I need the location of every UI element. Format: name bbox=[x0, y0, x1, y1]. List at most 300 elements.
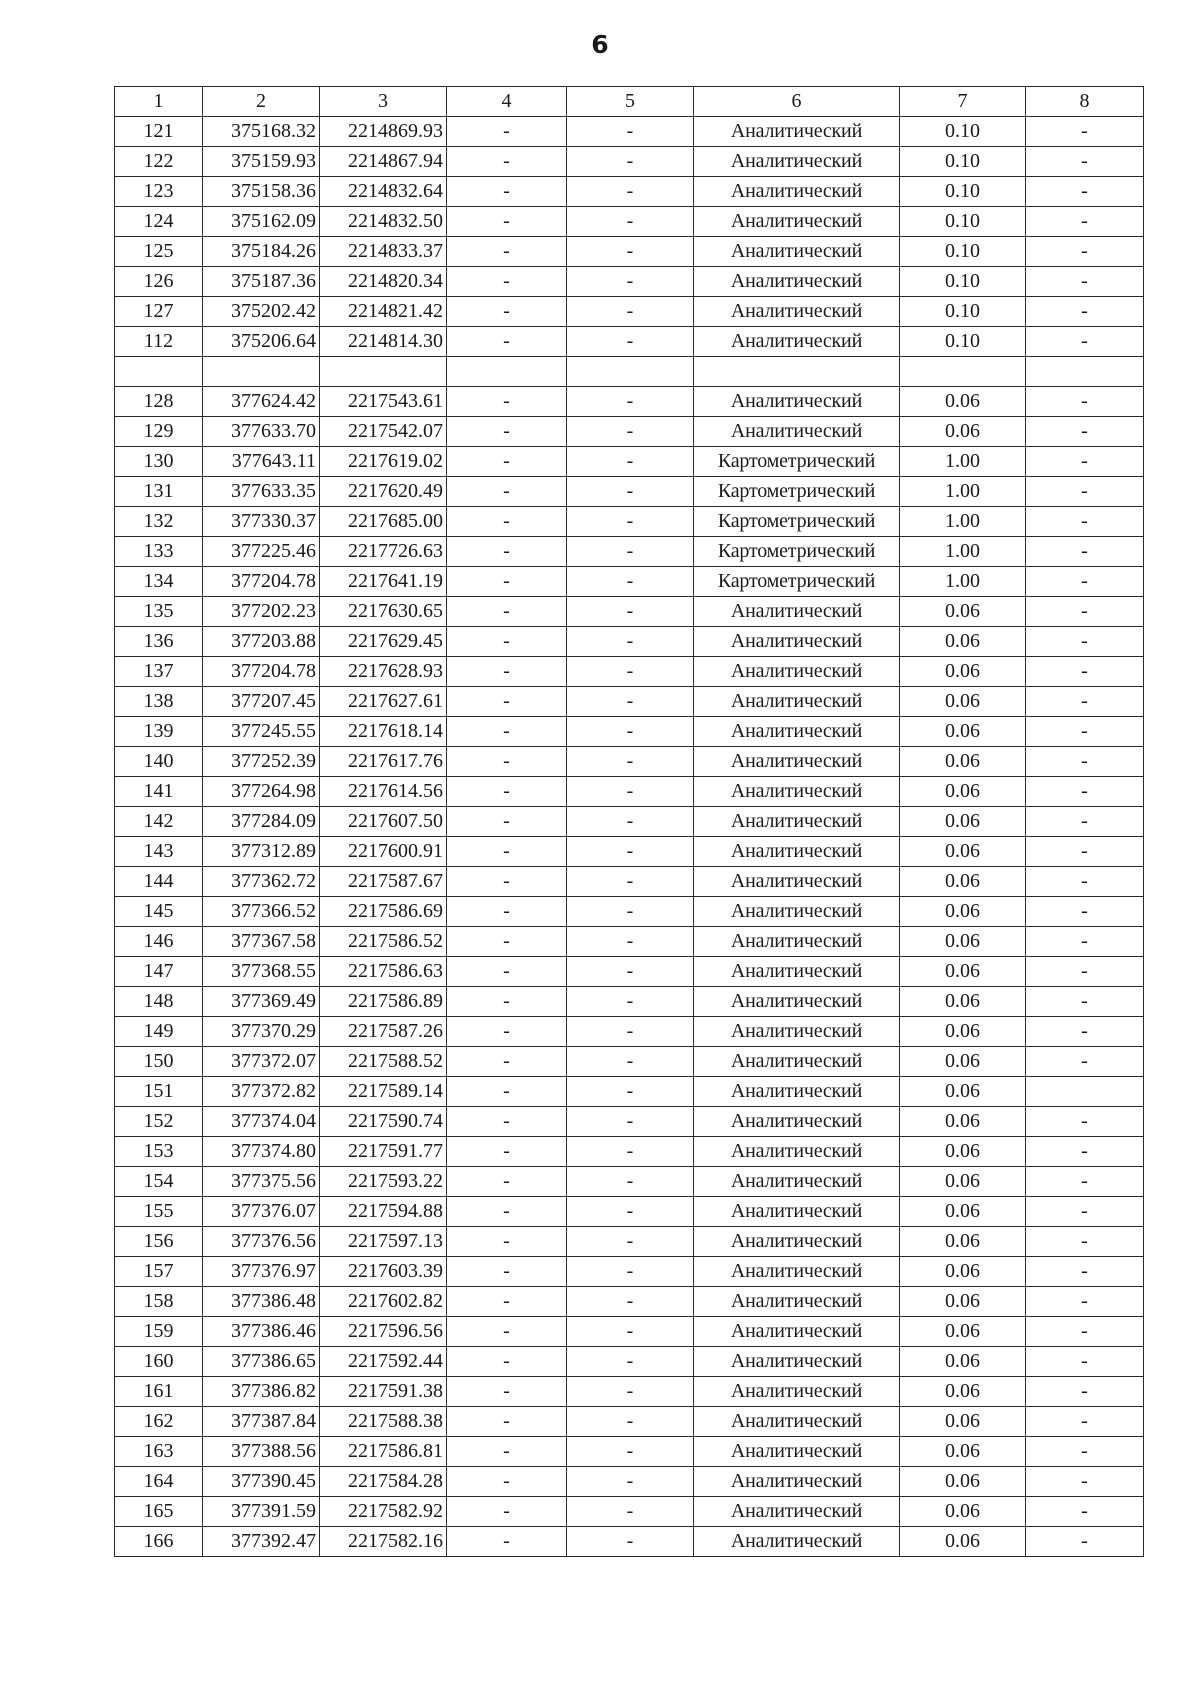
column-5-cell: - bbox=[567, 717, 694, 747]
y-coordinate-cell: 2214814.30 bbox=[320, 327, 447, 357]
table-row bbox=[115, 1017, 1144, 1047]
accuracy-cell: 0.06 bbox=[900, 1287, 1026, 1317]
column-5-cell: - bbox=[567, 1227, 694, 1257]
point-number-cell: 161 bbox=[115, 1377, 203, 1407]
column-8-cell: - bbox=[1026, 267, 1144, 297]
x-coordinate-cell: 377372.07 bbox=[203, 1047, 320, 1077]
column-8-cell: - bbox=[1026, 1317, 1144, 1347]
column-5-cell: - bbox=[567, 897, 694, 927]
y-coordinate-cell: 2217591.38 bbox=[320, 1377, 447, 1407]
point-number-cell: 149 bbox=[115, 1017, 203, 1047]
y-coordinate-cell: 2217586.81 bbox=[320, 1437, 447, 1467]
column-5-cell: - bbox=[567, 627, 694, 657]
column-header-7: 7 bbox=[900, 87, 1026, 117]
column-5-cell: - bbox=[567, 687, 694, 717]
column-8-cell: - bbox=[1026, 297, 1144, 327]
y-coordinate-cell: 2217587.26 bbox=[320, 1017, 447, 1047]
y-coordinate-cell: 2214867.94 bbox=[320, 147, 447, 177]
table-row bbox=[115, 837, 1144, 867]
column-4-cell: - bbox=[447, 1257, 567, 1287]
method-cell: Аналитический bbox=[694, 1407, 900, 1437]
y-coordinate-cell: 2217589.14 bbox=[320, 1077, 447, 1107]
y-coordinate-cell: 2217618.14 bbox=[320, 717, 447, 747]
x-coordinate-cell: 377202.23 bbox=[203, 597, 320, 627]
accuracy-cell: 0.10 bbox=[900, 237, 1026, 267]
column-4-cell: - bbox=[447, 1347, 567, 1377]
column-4-cell: - bbox=[447, 957, 567, 987]
point-number-cell: 141 bbox=[115, 777, 203, 807]
method-cell: Аналитический bbox=[694, 957, 900, 987]
column-4-cell: - bbox=[447, 927, 567, 957]
y-coordinate-cell: 2217543.61 bbox=[320, 387, 447, 417]
y-coordinate-cell: 2217620.49 bbox=[320, 477, 447, 507]
column-5-cell: - bbox=[567, 1077, 694, 1107]
table-row bbox=[115, 237, 1144, 267]
x-coordinate-cell: 377225.46 bbox=[203, 537, 320, 567]
method-cell: Аналитический bbox=[694, 1197, 900, 1227]
column-8-cell: - bbox=[1026, 1527, 1144, 1557]
column-4-cell: - bbox=[447, 747, 567, 777]
column-8-cell: - bbox=[1026, 147, 1144, 177]
column-4-cell: - bbox=[447, 297, 567, 327]
column-4-cell: - bbox=[447, 1527, 567, 1557]
point-number-cell: 121 bbox=[115, 117, 203, 147]
table-row bbox=[115, 1077, 1144, 1107]
accuracy-cell: 0.06 bbox=[900, 987, 1026, 1017]
x-coordinate-cell: 377376.97 bbox=[203, 1257, 320, 1287]
accuracy-cell: 1.00 bbox=[900, 537, 1026, 567]
table-row bbox=[115, 867, 1144, 897]
column-4-cell: - bbox=[447, 207, 567, 237]
accuracy-cell: 0.06 bbox=[900, 1497, 1026, 1527]
column-5-cell: - bbox=[567, 837, 694, 867]
table-row bbox=[115, 1497, 1144, 1527]
point-number-cell bbox=[115, 357, 203, 387]
point-number-cell: 165 bbox=[115, 1497, 203, 1527]
column-5-cell: - bbox=[567, 567, 694, 597]
table-row bbox=[115, 807, 1144, 837]
column-4-cell: - bbox=[447, 387, 567, 417]
column-4-cell: - bbox=[447, 1227, 567, 1257]
y-coordinate-cell: 2217586.89 bbox=[320, 987, 447, 1017]
column-5-cell: - bbox=[567, 1047, 694, 1077]
x-coordinate-cell: 377391.59 bbox=[203, 1497, 320, 1527]
column-8-cell: - bbox=[1026, 807, 1144, 837]
x-coordinate-cell: 377252.39 bbox=[203, 747, 320, 777]
x-coordinate-cell: 375159.93 bbox=[203, 147, 320, 177]
column-8-cell: - bbox=[1026, 1347, 1144, 1377]
method-cell: Аналитический bbox=[694, 237, 900, 267]
column-5-cell: - bbox=[567, 1407, 694, 1437]
point-number-cell: 147 bbox=[115, 957, 203, 987]
column-5-cell: - bbox=[567, 657, 694, 687]
accuracy-cell: 0.06 bbox=[900, 837, 1026, 867]
accuracy-cell: 0.06 bbox=[900, 1377, 1026, 1407]
table-row bbox=[115, 207, 1144, 237]
point-number-cell: 133 bbox=[115, 537, 203, 567]
accuracy-cell: 0.06 bbox=[900, 1227, 1026, 1257]
x-coordinate-cell: 377204.78 bbox=[203, 657, 320, 687]
table-row bbox=[115, 1467, 1144, 1497]
accuracy-cell: 0.06 bbox=[900, 1107, 1026, 1137]
method-cell: Аналитический bbox=[694, 117, 900, 147]
x-coordinate-cell: 377392.47 bbox=[203, 1527, 320, 1557]
column-4-cell: - bbox=[447, 1167, 567, 1197]
header-row bbox=[115, 87, 1144, 117]
x-coordinate-cell: 377368.55 bbox=[203, 957, 320, 987]
column-4-cell: - bbox=[447, 1077, 567, 1107]
x-coordinate-cell: 377375.56 bbox=[203, 1167, 320, 1197]
table-row bbox=[115, 1227, 1144, 1257]
method-cell: Аналитический bbox=[694, 147, 900, 177]
x-coordinate-cell: 377372.82 bbox=[203, 1077, 320, 1107]
column-8-cell: - bbox=[1026, 627, 1144, 657]
point-number-cell: 131 bbox=[115, 477, 203, 507]
accuracy-cell: 0.06 bbox=[900, 1317, 1026, 1347]
accuracy-cell: 0.06 bbox=[900, 717, 1026, 747]
column-8-cell: - bbox=[1026, 1047, 1144, 1077]
y-coordinate-cell: 2217630.65 bbox=[320, 597, 447, 627]
y-coordinate-cell: 2214869.93 bbox=[320, 117, 447, 147]
x-coordinate-cell: 377386.82 bbox=[203, 1377, 320, 1407]
column-8-cell: - bbox=[1026, 1137, 1144, 1167]
y-coordinate-cell: 2217590.74 bbox=[320, 1107, 447, 1137]
method-cell: Аналитический bbox=[694, 1077, 900, 1107]
y-coordinate-cell: 2217726.63 bbox=[320, 537, 447, 567]
y-coordinate-cell: 2214821.42 bbox=[320, 297, 447, 327]
accuracy-cell: 0.06 bbox=[900, 957, 1026, 987]
column-8-cell: - bbox=[1026, 1497, 1144, 1527]
point-number-cell: 122 bbox=[115, 147, 203, 177]
point-number-cell: 162 bbox=[115, 1407, 203, 1437]
method-cell: Аналитический bbox=[694, 837, 900, 867]
accuracy-cell: 0.06 bbox=[900, 1257, 1026, 1287]
table-row bbox=[115, 897, 1144, 927]
column-8-cell: - bbox=[1026, 177, 1144, 207]
point-number-cell: 136 bbox=[115, 627, 203, 657]
column-4-cell: - bbox=[447, 1317, 567, 1347]
column-8-cell: - bbox=[1026, 1197, 1144, 1227]
x-coordinate-cell: 377390.45 bbox=[203, 1467, 320, 1497]
accuracy-cell: 0.06 bbox=[900, 807, 1026, 837]
column-5-cell: - bbox=[567, 807, 694, 837]
method-cell: Аналитический bbox=[694, 327, 900, 357]
column-4-cell: - bbox=[447, 1137, 567, 1167]
x-coordinate-cell: 377386.48 bbox=[203, 1287, 320, 1317]
method-cell: Аналитический bbox=[694, 777, 900, 807]
table-row bbox=[115, 117, 1144, 147]
y-coordinate-cell: 2217586.52 bbox=[320, 927, 447, 957]
column-4-cell: - bbox=[447, 987, 567, 1017]
point-number-cell: 132 bbox=[115, 507, 203, 537]
method-cell: Аналитический bbox=[694, 1047, 900, 1077]
table-row bbox=[115, 1107, 1144, 1137]
x-coordinate-cell: 377207.45 bbox=[203, 687, 320, 717]
column-4-cell: - bbox=[447, 117, 567, 147]
column-8-cell bbox=[1026, 1077, 1144, 1107]
column-5-cell: - bbox=[567, 387, 694, 417]
table-row bbox=[115, 747, 1144, 777]
table-row bbox=[115, 777, 1144, 807]
point-number-cell: 135 bbox=[115, 597, 203, 627]
y-coordinate-cell: 2217685.00 bbox=[320, 507, 447, 537]
y-coordinate-cell: 2217627.61 bbox=[320, 687, 447, 717]
y-coordinate-cell: 2217628.93 bbox=[320, 657, 447, 687]
column-8-cell: - bbox=[1026, 1287, 1144, 1317]
accuracy-cell: 0.06 bbox=[900, 777, 1026, 807]
x-coordinate-cell: 377633.35 bbox=[203, 477, 320, 507]
table-row bbox=[115, 657, 1144, 687]
y-coordinate-cell: 2217641.19 bbox=[320, 567, 447, 597]
point-number-cell: 123 bbox=[115, 177, 203, 207]
point-number-cell: 127 bbox=[115, 297, 203, 327]
column-8-cell: - bbox=[1026, 1437, 1144, 1467]
accuracy-cell: 0.06 bbox=[900, 867, 1026, 897]
column-4-cell: - bbox=[447, 537, 567, 567]
y-coordinate-cell: 2217582.16 bbox=[320, 1527, 447, 1557]
column-4-cell: - bbox=[447, 627, 567, 657]
accuracy-cell: 0.10 bbox=[900, 297, 1026, 327]
column-4-cell: - bbox=[447, 567, 567, 597]
x-coordinate-cell: 377386.65 bbox=[203, 1347, 320, 1377]
column-8-cell: - bbox=[1026, 447, 1144, 477]
method-cell: Аналитический bbox=[694, 627, 900, 657]
accuracy-cell: 0.06 bbox=[900, 1167, 1026, 1197]
point-number-cell: 137 bbox=[115, 657, 203, 687]
x-coordinate-cell: 377264.98 bbox=[203, 777, 320, 807]
table-row bbox=[115, 597, 1144, 627]
column-5-cell: - bbox=[567, 537, 694, 567]
table-row bbox=[115, 987, 1144, 1017]
y-coordinate-cell: 2217607.50 bbox=[320, 807, 447, 837]
column-5-cell: - bbox=[567, 1467, 694, 1497]
column-4-cell: - bbox=[447, 147, 567, 177]
point-number-cell: 129 bbox=[115, 417, 203, 447]
column-8-cell: - bbox=[1026, 1377, 1144, 1407]
column-4-cell: - bbox=[447, 657, 567, 687]
point-number-cell: 130 bbox=[115, 447, 203, 477]
point-number-cell: 139 bbox=[115, 717, 203, 747]
column-5-cell: - bbox=[567, 747, 694, 777]
column-5-cell: - bbox=[567, 1167, 694, 1197]
accuracy-cell: 0.10 bbox=[900, 267, 1026, 297]
column-8-cell: - bbox=[1026, 417, 1144, 447]
point-number-cell: 151 bbox=[115, 1077, 203, 1107]
x-coordinate-cell: 375202.42 bbox=[203, 297, 320, 327]
table-row bbox=[115, 447, 1144, 477]
column-8-cell: - bbox=[1026, 987, 1144, 1017]
point-number-cell: 125 bbox=[115, 237, 203, 267]
column-8-cell: - bbox=[1026, 387, 1144, 417]
x-coordinate-cell bbox=[203, 357, 320, 387]
accuracy-cell: 0.06 bbox=[900, 687, 1026, 717]
y-coordinate-cell: 2217588.52 bbox=[320, 1047, 447, 1077]
point-number-cell: 157 bbox=[115, 1257, 203, 1287]
column-header-8: 8 bbox=[1026, 87, 1144, 117]
method-cell: Аналитический bbox=[694, 717, 900, 747]
x-coordinate-cell: 377284.09 bbox=[203, 807, 320, 837]
column-4-cell bbox=[447, 357, 567, 387]
column-8-cell: - bbox=[1026, 957, 1144, 987]
table-row bbox=[115, 267, 1144, 297]
column-5-cell bbox=[567, 357, 694, 387]
accuracy-cell: 0.06 bbox=[900, 1077, 1026, 1107]
y-coordinate-cell: 2217619.02 bbox=[320, 447, 447, 477]
y-coordinate-cell: 2217614.56 bbox=[320, 777, 447, 807]
column-4-cell: - bbox=[447, 867, 567, 897]
x-coordinate-cell: 375162.09 bbox=[203, 207, 320, 237]
point-number-cell: 124 bbox=[115, 207, 203, 237]
x-coordinate-cell: 377376.56 bbox=[203, 1227, 320, 1257]
column-8-cell: - bbox=[1026, 507, 1144, 537]
method-cell: Аналитический bbox=[694, 1137, 900, 1167]
point-number-cell: 160 bbox=[115, 1347, 203, 1377]
accuracy-cell: 1.00 bbox=[900, 447, 1026, 477]
x-coordinate-cell: 377376.07 bbox=[203, 1197, 320, 1227]
table-row bbox=[115, 717, 1144, 747]
column-4-cell: - bbox=[447, 687, 567, 717]
table-row bbox=[115, 927, 1144, 957]
table-row bbox=[115, 1407, 1144, 1437]
method-cell: Аналитический bbox=[694, 687, 900, 717]
accuracy-cell: 0.06 bbox=[900, 597, 1026, 627]
accuracy-cell: 1.00 bbox=[900, 477, 1026, 507]
column-8-cell: - bbox=[1026, 597, 1144, 627]
column-5-cell: - bbox=[567, 1377, 694, 1407]
method-cell: Аналитический bbox=[694, 177, 900, 207]
column-8-cell: - bbox=[1026, 1017, 1144, 1047]
accuracy-cell: 0.10 bbox=[900, 177, 1026, 207]
method-cell: Картометрический bbox=[694, 447, 900, 477]
accuracy-cell: 0.10 bbox=[900, 147, 1026, 177]
column-8-cell: - bbox=[1026, 537, 1144, 567]
accuracy-cell: 0.06 bbox=[900, 747, 1026, 777]
x-coordinate-cell: 377643.11 bbox=[203, 447, 320, 477]
y-coordinate-cell: 2214833.37 bbox=[320, 237, 447, 267]
x-coordinate-cell: 375187.36 bbox=[203, 267, 320, 297]
column-8-cell: - bbox=[1026, 237, 1144, 267]
column-header-2: 2 bbox=[203, 87, 320, 117]
table-row bbox=[115, 1437, 1144, 1467]
column-4-cell: - bbox=[447, 477, 567, 507]
method-cell: Аналитический bbox=[694, 1377, 900, 1407]
accuracy-cell: 0.06 bbox=[900, 657, 1026, 687]
column-8-cell: - bbox=[1026, 897, 1144, 927]
x-coordinate-cell: 377374.80 bbox=[203, 1137, 320, 1167]
method-cell: Аналитический bbox=[694, 657, 900, 687]
column-4-cell: - bbox=[447, 237, 567, 267]
column-5-cell: - bbox=[567, 327, 694, 357]
column-8-cell: - bbox=[1026, 477, 1144, 507]
column-5-cell: - bbox=[567, 477, 694, 507]
table-row bbox=[115, 1257, 1144, 1287]
method-cell: Аналитический bbox=[694, 897, 900, 927]
y-coordinate-cell: 2217584.28 bbox=[320, 1467, 447, 1497]
accuracy-cell: 0.06 bbox=[900, 1047, 1026, 1077]
accuracy-cell: 0.06 bbox=[900, 1017, 1026, 1047]
y-coordinate-cell: 2217582.92 bbox=[320, 1497, 447, 1527]
column-4-cell: - bbox=[447, 1497, 567, 1527]
column-4-cell: - bbox=[447, 1377, 567, 1407]
x-coordinate-cell: 377633.70 bbox=[203, 417, 320, 447]
x-coordinate-cell: 377387.84 bbox=[203, 1407, 320, 1437]
accuracy-cell bbox=[900, 357, 1026, 387]
accuracy-cell: 0.06 bbox=[900, 1467, 1026, 1497]
point-number-cell: 150 bbox=[115, 1047, 203, 1077]
table-row bbox=[115, 1347, 1144, 1377]
column-4-cell: - bbox=[447, 1287, 567, 1317]
y-coordinate-cell: 2217542.07 bbox=[320, 417, 447, 447]
accuracy-cell: 0.10 bbox=[900, 207, 1026, 237]
table-row bbox=[115, 627, 1144, 657]
x-coordinate-cell: 377374.04 bbox=[203, 1107, 320, 1137]
point-number-cell: 140 bbox=[115, 747, 203, 777]
column-8-cell: - bbox=[1026, 747, 1144, 777]
column-8-cell: - bbox=[1026, 777, 1144, 807]
column-4-cell: - bbox=[447, 507, 567, 537]
y-coordinate-cell: 2217597.13 bbox=[320, 1227, 447, 1257]
column-8-cell: - bbox=[1026, 927, 1144, 957]
accuracy-cell: 0.06 bbox=[900, 417, 1026, 447]
method-cell: Аналитический bbox=[694, 387, 900, 417]
y-coordinate-cell: 2217596.56 bbox=[320, 1317, 447, 1347]
column-header-5: 5 bbox=[567, 87, 694, 117]
column-4-cell: - bbox=[447, 777, 567, 807]
method-cell: Картометрический bbox=[694, 537, 900, 567]
y-coordinate-cell: 2214820.34 bbox=[320, 267, 447, 297]
column-8-cell: - bbox=[1026, 117, 1144, 147]
table-row bbox=[115, 957, 1144, 987]
point-number-cell: 126 bbox=[115, 267, 203, 297]
table-header bbox=[115, 87, 1144, 117]
column-5-cell: - bbox=[567, 147, 694, 177]
column-header-6: 6 bbox=[694, 87, 900, 117]
y-coordinate-cell: 2217593.22 bbox=[320, 1167, 447, 1197]
column-5-cell: - bbox=[567, 1317, 694, 1347]
point-number-cell: 158 bbox=[115, 1287, 203, 1317]
y-coordinate-cell: 2217629.45 bbox=[320, 627, 447, 657]
column-8-cell bbox=[1026, 357, 1144, 387]
column-4-cell: - bbox=[447, 177, 567, 207]
column-8-cell: - bbox=[1026, 1257, 1144, 1287]
column-8-cell: - bbox=[1026, 687, 1144, 717]
column-4-cell: - bbox=[447, 447, 567, 477]
column-header-3: 3 bbox=[320, 87, 447, 117]
method-cell: Картометрический bbox=[694, 567, 900, 597]
method-cell: Аналитический bbox=[694, 1257, 900, 1287]
x-coordinate-cell: 377204.78 bbox=[203, 567, 320, 597]
column-4-cell: - bbox=[447, 1437, 567, 1467]
table-row bbox=[115, 687, 1144, 717]
column-5-cell: - bbox=[567, 1437, 694, 1467]
column-8-cell: - bbox=[1026, 837, 1144, 867]
y-coordinate-cell: 2214832.64 bbox=[320, 177, 447, 207]
column-5-cell: - bbox=[567, 207, 694, 237]
column-5-cell: - bbox=[567, 1107, 694, 1137]
y-coordinate-cell: 2217586.63 bbox=[320, 957, 447, 987]
x-coordinate-cell: 377369.49 bbox=[203, 987, 320, 1017]
method-cell: Аналитический bbox=[694, 807, 900, 837]
column-5-cell: - bbox=[567, 927, 694, 957]
y-coordinate-cell: 2214832.50 bbox=[320, 207, 447, 237]
column-4-cell: - bbox=[447, 717, 567, 747]
column-8-cell: - bbox=[1026, 327, 1144, 357]
column-4-cell: - bbox=[447, 837, 567, 867]
point-number-cell: 163 bbox=[115, 1437, 203, 1467]
x-coordinate-cell: 377330.37 bbox=[203, 507, 320, 537]
column-5-cell: - bbox=[567, 1017, 694, 1047]
method-cell: Аналитический bbox=[694, 1287, 900, 1317]
